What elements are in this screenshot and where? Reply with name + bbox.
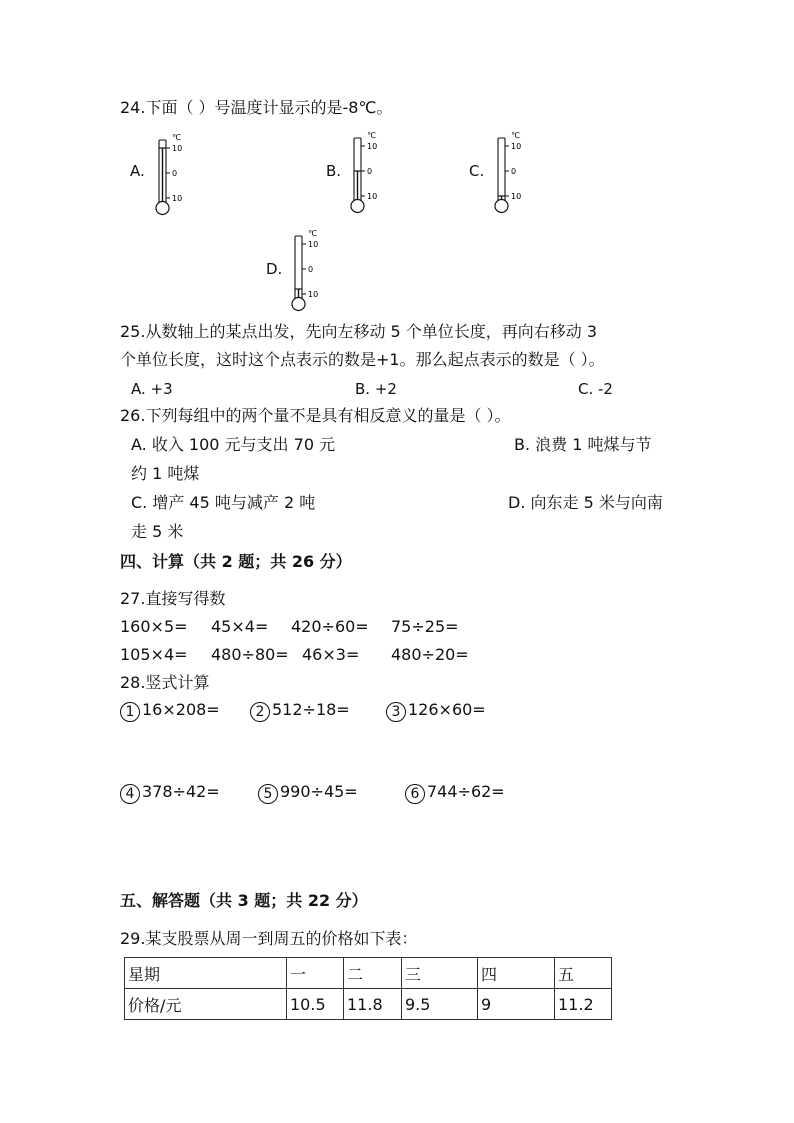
tick-label: 10 bbox=[511, 142, 522, 151]
tick-label: 10 bbox=[172, 144, 183, 153]
q28-item bbox=[258, 782, 358, 804]
table-cell: 三 bbox=[402, 958, 478, 989]
q25-option-a[interactable]: A. +3 bbox=[131, 380, 173, 398]
thermometer-bulb bbox=[292, 298, 305, 311]
price-table bbox=[124, 957, 612, 1020]
unit-label: ℃ bbox=[308, 229, 317, 238]
circled-number: 2 bbox=[250, 702, 270, 722]
thermometer-b bbox=[345, 126, 385, 216]
q27-expr: 45×4= bbox=[211, 617, 269, 636]
table-cell: 五 bbox=[555, 958, 612, 989]
q26-option-b-cont: 约 1 吨煤 bbox=[131, 464, 200, 483]
thermometer-icon bbox=[345, 126, 385, 216]
circled-number: 4 bbox=[120, 784, 140, 804]
thermometer-bulb bbox=[351, 200, 364, 213]
table-cell: 一 bbox=[287, 958, 344, 989]
tick-label: 10 bbox=[172, 194, 183, 203]
q28-item bbox=[120, 700, 220, 722]
q25-line1: 25.从数轴上的某点出发，先向左移动 5 个单位长度，再向右移动 3 bbox=[120, 322, 598, 341]
unit-label: ℃ bbox=[511, 131, 520, 140]
table-cell: 9.5 bbox=[402, 989, 478, 1020]
q28-item bbox=[120, 782, 220, 804]
thermometer-bulb bbox=[156, 202, 169, 215]
option-d-label[interactable]: D. bbox=[266, 260, 283, 278]
q27-expr: 480÷20= bbox=[391, 645, 469, 664]
table-header-row bbox=[125, 958, 612, 989]
thermometer-icon bbox=[489, 126, 529, 216]
thermometer-d bbox=[286, 224, 326, 314]
tick-label: 10 bbox=[511, 192, 522, 201]
tick-label: 10 bbox=[367, 192, 378, 201]
q28-title: 28.竖式计算 bbox=[120, 673, 210, 692]
q27-expr: 420÷60= bbox=[291, 617, 369, 636]
thermometer-a bbox=[150, 128, 190, 218]
tick-label: 10 bbox=[308, 290, 319, 299]
tick-label: 0 bbox=[511, 167, 517, 176]
q25-option-c[interactable]: C. -2 bbox=[578, 380, 613, 398]
q26-option-b[interactable]: B. 浪费 1 吨煤与节 bbox=[514, 435, 652, 454]
thermometer-c bbox=[489, 126, 529, 216]
thermometer-icon bbox=[286, 224, 326, 314]
q28-expr: 990÷45= bbox=[280, 782, 358, 801]
table-cell: 11.8 bbox=[344, 989, 402, 1020]
table-cell: 价格/元 bbox=[125, 989, 287, 1020]
unit-label: ℃ bbox=[367, 131, 376, 140]
tick-label: 10 bbox=[308, 240, 319, 249]
q28-expr: 744÷62= bbox=[427, 782, 505, 801]
q29-title: 29.某支股票从周一到周五的价格如下表： bbox=[120, 929, 418, 948]
thermometer-bulb bbox=[495, 200, 508, 213]
thermometer-tube bbox=[498, 138, 505, 201]
table-cell: 10.5 bbox=[287, 989, 344, 1020]
q26-option-d-cont: 走 5 米 bbox=[131, 522, 184, 541]
circled-number: 6 bbox=[405, 784, 425, 804]
section-5-heading: 五、解答题（共 3 题；共 22 分） bbox=[120, 891, 368, 910]
thermometer-icon bbox=[150, 128, 190, 218]
q28-item bbox=[386, 700, 486, 722]
option-a-label[interactable]: A. bbox=[130, 162, 145, 180]
q27-expr: 75÷25= bbox=[391, 617, 459, 636]
q27-expr: 160×5= bbox=[120, 617, 188, 636]
unit-label: ℃ bbox=[172, 133, 181, 142]
circled-number: 3 bbox=[386, 702, 406, 722]
table-cell: 二 bbox=[344, 958, 402, 989]
table-cell: 四 bbox=[478, 958, 555, 989]
q26-option-a[interactable]: A. 收入 100 元与支出 70 元 bbox=[131, 435, 336, 454]
section-4-heading: 四、计算（共 2 题；共 26 分） bbox=[120, 552, 352, 571]
q28-expr: 16×208= bbox=[142, 700, 220, 719]
q25-option-b[interactable]: B. +2 bbox=[355, 380, 397, 398]
q28-item bbox=[250, 700, 350, 722]
table-cell: 星期 bbox=[125, 958, 287, 989]
q24-question: 24.下面（ ）号温度计显示的是-8℃。 bbox=[120, 98, 393, 117]
table-cell: 9 bbox=[478, 989, 555, 1020]
q26-option-d[interactable]: D. 向东走 5 米与向南 bbox=[508, 493, 663, 512]
q26-option-c[interactable]: C. 增产 45 吨与减产 2 吨 bbox=[131, 493, 316, 512]
q28-expr: 126×60= bbox=[408, 700, 486, 719]
table-cell: 11.2 bbox=[555, 989, 612, 1020]
table-row bbox=[125, 989, 612, 1020]
option-c-label[interactable]: C. bbox=[469, 162, 485, 180]
q28-item bbox=[405, 782, 505, 804]
q28-expr: 378÷42= bbox=[142, 782, 220, 801]
q27-expr: 105×4= bbox=[120, 645, 188, 664]
q26-question: 26.下列每组中的两个量不是具有相反意义的量是（ ）。 bbox=[120, 406, 511, 425]
q25-line2: 个单位长度，这时这个点表示的数是+1。那么起点表示的数是（ ）。 bbox=[120, 350, 605, 369]
circled-number: 5 bbox=[258, 784, 278, 804]
q27-expr: 480÷80= bbox=[211, 645, 289, 664]
option-b-label[interactable]: B. bbox=[326, 162, 342, 180]
circled-number: 1 bbox=[120, 702, 140, 722]
q27-expr: 46×3= bbox=[302, 645, 360, 664]
tick-label: 0 bbox=[172, 169, 178, 178]
q28-expr: 512÷18= bbox=[272, 700, 350, 719]
tick-label: 0 bbox=[308, 265, 314, 274]
q27-title: 27.直接写得数 bbox=[120, 589, 226, 608]
tick-label: 10 bbox=[367, 142, 378, 151]
tick-label: 0 bbox=[367, 167, 373, 176]
